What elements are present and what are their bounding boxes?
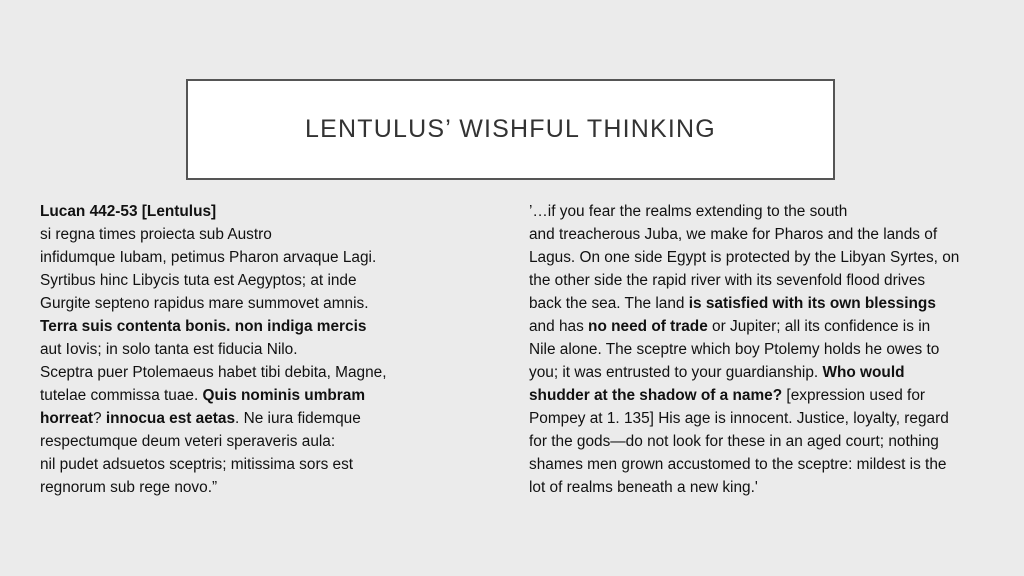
english-line-5 xyxy=(529,292,1013,315)
latin-line-9-bold-b: innocua est aetas xyxy=(105,410,236,427)
english-line-6-text-a: and has xyxy=(529,318,589,335)
english-line-13: lot of realms beneath a new king.' xyxy=(529,479,758,496)
latin-line-7: Sceptra puer Ptolemaeus habet tibi debita, Magne, xyxy=(40,364,387,381)
english-line-6-bold: no need of trade xyxy=(588,318,708,335)
latin-line-3: Syrtibus hinc Libycis tuta est Aegyptos; at inde xyxy=(40,272,357,289)
latin-line-5 xyxy=(40,315,480,338)
latin-heading xyxy=(40,200,480,223)
english-line-1: ’…if you fear the realms extending to the south xyxy=(529,203,848,220)
latin-line-6: aut Iovis; in solo tanta est fiducia Nilo. xyxy=(40,341,298,358)
english-line-4: the other side the rapid river with its sevenfold flood drives xyxy=(529,272,926,289)
latin-text-column xyxy=(40,200,480,499)
latin-line-5-bold: Terra suis contenta bonis. non indiga mercis xyxy=(40,318,367,335)
slide-title: LENTULUS’ WISHFUL THINKING xyxy=(305,115,716,143)
latin-line-8-text: tutelae commissa tuae. xyxy=(40,387,203,404)
english-line-11: for the gods—do not look for these in an aged court; nothing xyxy=(529,433,939,450)
english-line-3: Lagus. On one side Egypt is protected by the Libyan Syrtes, on xyxy=(529,249,960,266)
english-line-7: Nile alone. The sceptre which boy Ptolemy holds he owes to xyxy=(529,341,940,358)
english-line-10: Pompey at 1. 135] His age is innocent. Justice, loyalty, regard xyxy=(529,410,949,427)
english-line-9-text: [expression used for xyxy=(782,387,926,404)
english-line-5-bold: is satisfied with its own blessings xyxy=(688,295,936,312)
latin-line-9-question: ? xyxy=(93,410,106,427)
english-line-8-text: you; it was entrusted to your guardianship. xyxy=(529,364,823,381)
title-box xyxy=(186,79,835,180)
english-line-6 xyxy=(529,315,1013,338)
latin-line-2: infidumque Iubam, petimus Pharon arvaque Lagi. xyxy=(40,249,377,266)
english-line-12: shames men grown accustomed to the sceptre: mildest is the xyxy=(529,456,947,473)
latin-line-8 xyxy=(40,384,480,407)
english-translation-column xyxy=(529,200,1013,499)
latin-line-9-text: . Ne iura fidemque xyxy=(235,410,361,427)
latin-line-10: respectumque deum veteri speraveris aula: xyxy=(40,433,336,450)
latin-line-12: regnorum sub rege novo.” xyxy=(40,479,218,496)
latin-line-9 xyxy=(40,407,480,430)
latin-line-9-bold-a: horreat xyxy=(40,410,94,427)
latin-heading-text: Lucan 442-53 [Lentulus] xyxy=(40,203,217,220)
latin-line-11: nil pudet adsuetos sceptris; mitissima sors est xyxy=(40,456,354,473)
english-line-5-text: back the sea. The land xyxy=(529,295,689,312)
latin-line-4: Gurgite septeno rapidus mare summovet amnis. xyxy=(40,295,369,312)
english-line-2: and treacherous Juba, we make for Pharos and the lands of xyxy=(529,226,938,243)
latin-line-8-bold: Quis nominis umbram xyxy=(202,387,366,404)
latin-line-1: si regna times proiecta sub Austro xyxy=(40,226,272,243)
english-line-9 xyxy=(529,384,1013,407)
english-line-8 xyxy=(529,361,1013,384)
english-line-6-text-b: or Jupiter; all its confidence is in xyxy=(707,318,931,335)
english-line-8-bold: Who would xyxy=(822,364,905,381)
english-line-9-bold: shudder at the shadow of a name? xyxy=(529,387,783,404)
